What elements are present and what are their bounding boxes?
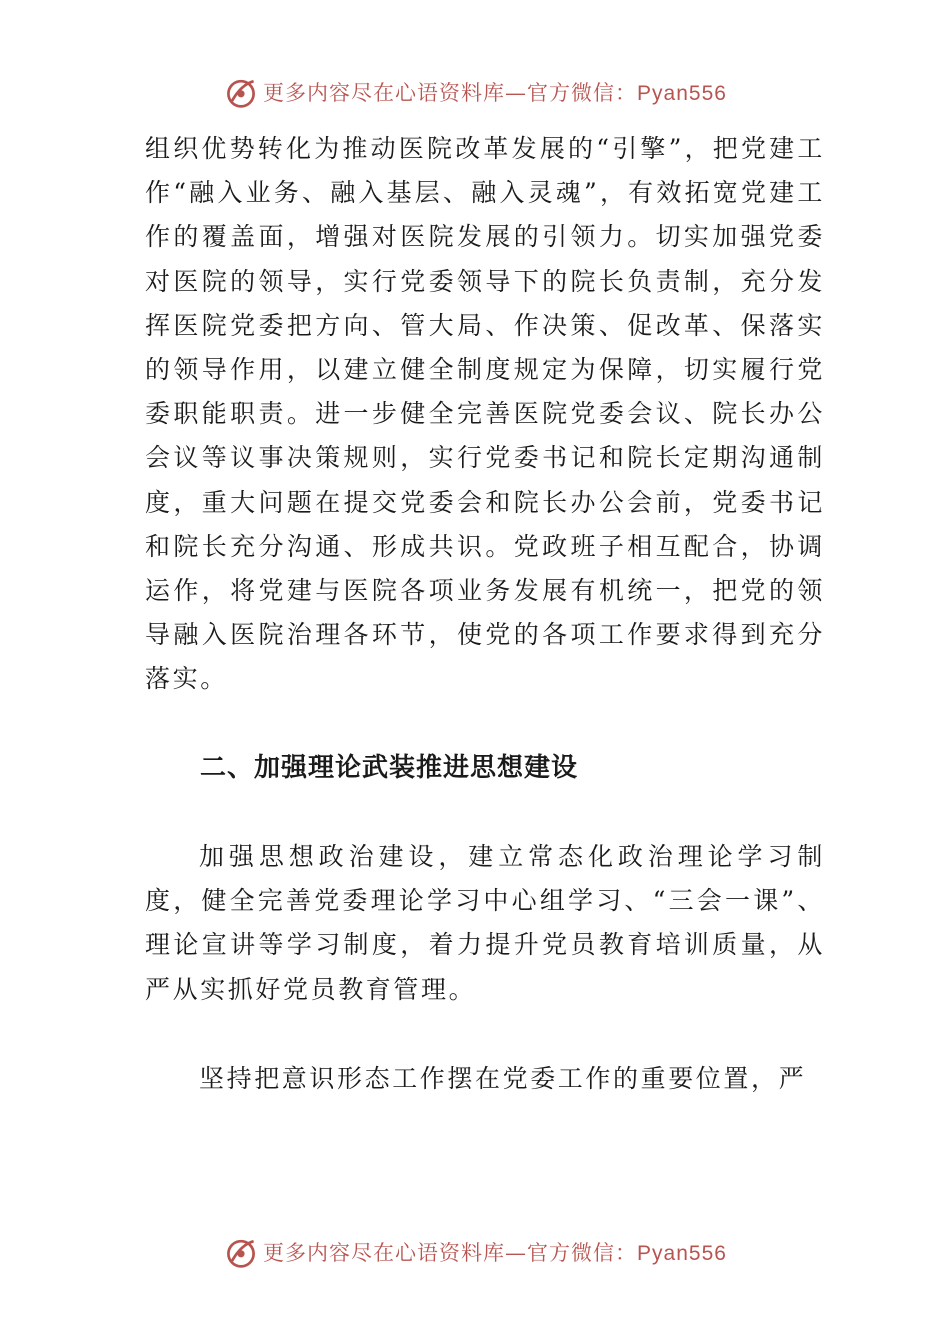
logo-icon — [223, 74, 259, 110]
section-heading: 二、加强理论武装推进思想建设 — [200, 753, 579, 783]
banner-text — [263, 77, 727, 107]
banner-text — [263, 1237, 727, 1267]
banner-slogan: 更多内容尽在心语资料库—官方微信： — [263, 81, 638, 105]
logo-icon — [223, 1234, 259, 1270]
paragraph-2: 加强思想政治建设，建立常态化政治理论学习制度，健全完善党委理论学习中心组学习、“三会一课”、理论宣讲等学习制度，着力提升党员教育培训质量，从严从实抓好党员教育管理。 — [145, 842, 825, 1004]
wechat-id: Pyan556 — [637, 1242, 727, 1265]
header-banner — [0, 70, 950, 114]
footer-banner — [0, 1230, 950, 1274]
paragraph-3: 坚持把意识形态工作摆在党委工作的重要位置，严 — [199, 1064, 807, 1093]
paragraph-1: 组织优势转化为推动医院改革发展的“引擎”，把党建工作“融入业务、融入基层、融入灵魂”，有效拓宽党建工作的覆盖面，增强对医院发展的引领力。切实加强党委对医院的领导，实行党委领导下的院长负责制，充分发挥医院党委把方向、管大局、作决策、促改革、保落实的领导作用，以建立健全制度规定为保障，切实履行党委职能职责。进一步健全完善医院党委会议、院长办公会议等议事决策规则，实行党委书记和院长定期沟通制度，重大问题在提交党委会和院长办公会前，党委书记和院长充分沟通、形成共识。党政班子相互配合，协调运作，将党建与医院各项业务发展有机统一，把党的领导融入医院治理各环节，使党的各项工作要求得到充分落实。 — [145, 134, 825, 694]
wechat-id: Pyan556 — [637, 82, 727, 105]
banner-slogan: 更多内容尽在心语资料库—官方微信： — [263, 1241, 638, 1265]
